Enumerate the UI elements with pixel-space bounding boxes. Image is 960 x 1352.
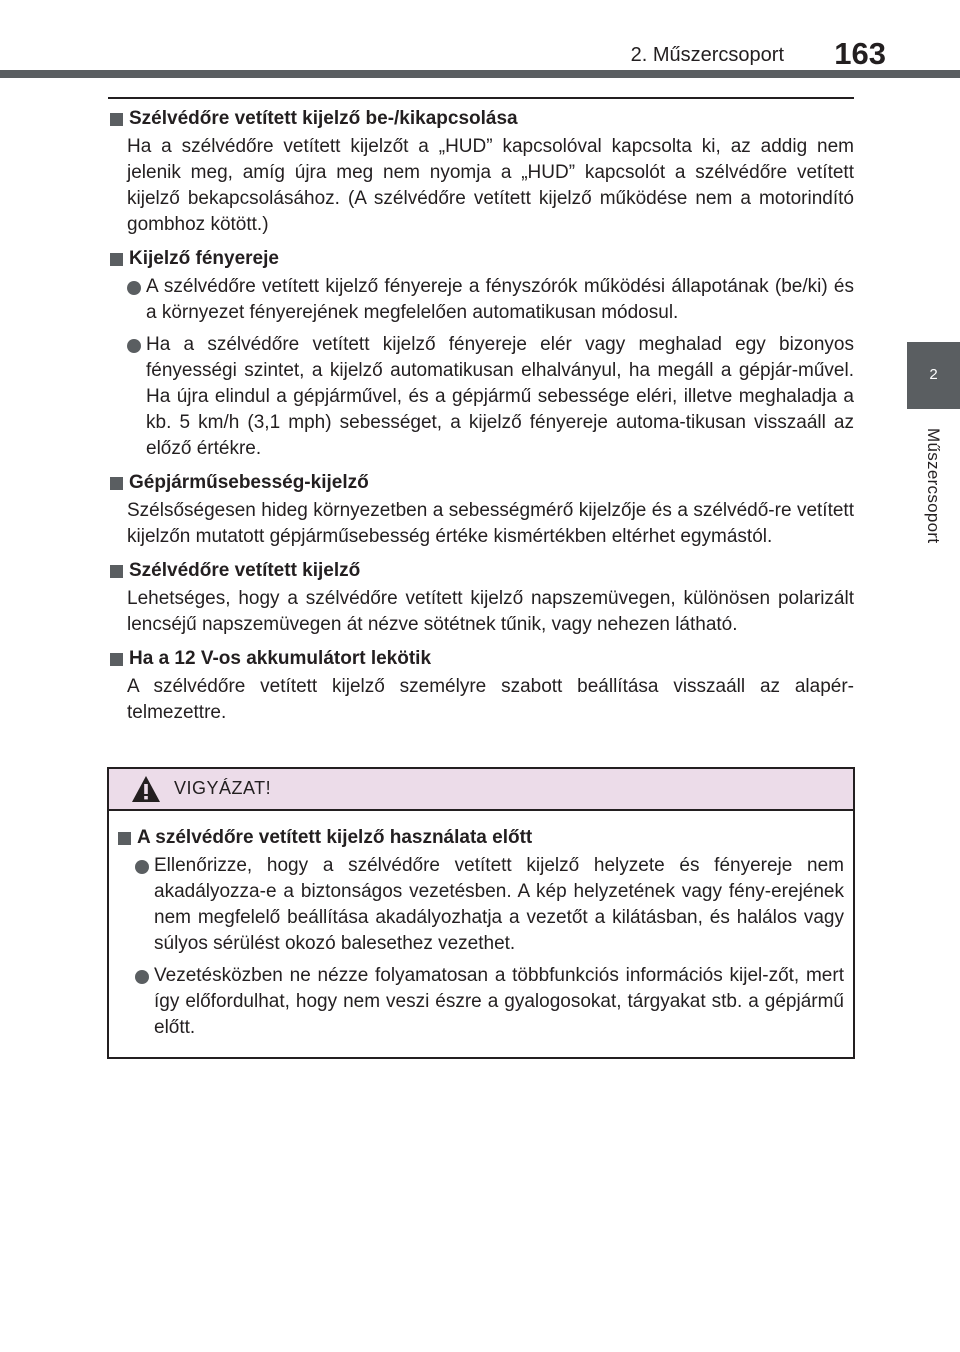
main-content	[108, 106, 854, 734]
side-tab-label-box	[907, 414, 960, 647]
caution-title: VIGYÁZAT!	[174, 778, 272, 798]
square-bullet-icon	[118, 832, 131, 845]
top-rule	[108, 97, 854, 99]
warning-triangle-icon	[131, 775, 161, 803]
square-bullet-icon	[110, 477, 123, 490]
section-text: Lehetséges, hogy a szélvédőre vetített kijelző napszemüvegen, különösen polarizált lencséjű napszemüvegen át nézve sötétnek tűnik, vagy nehezen látható.	[127, 588, 854, 635]
section-text: A szélvédőre vetített kijelző személyre szabott beállítása visszaáll az alapér-telmezettre.	[127, 676, 854, 723]
section-toggle	[108, 106, 854, 238]
square-bullet-icon	[110, 113, 123, 126]
square-bullet-icon	[110, 253, 123, 266]
section-hud-visibility	[108, 558, 854, 638]
caution-header	[109, 769, 853, 811]
section-text: Szélsőségesen hideg környezetben a sebességmérő kijelzője és a szélvédő-re vetített kijelzőn mutatott gépjárműsebesség értéke kismértékben eltérhet egymástól.	[127, 500, 854, 547]
side-tab-label: Műszercsoport	[924, 428, 943, 544]
bullet-item: A szélvédőre vetített kijelző fényereje a fényszórók működési állapotának (be/ki) és a környezet fényerejének megfelelően automatikusan módosul.	[108, 274, 854, 326]
square-bullet-icon	[110, 653, 123, 666]
square-bullet-icon	[110, 565, 123, 578]
section-heading: Gépjárműsebesség-kijelző	[108, 470, 854, 496]
chapter-title: 2. Műszercsoport	[630, 44, 784, 66]
caution-bullet-item: Ellenőrizze, hogy a szélvédőre vetített kijelző helyzete és fényereje nem akadályozza-e a biztonságos vezetésben. A kép helyzetének vagy fény-erejének nem megfelelő beállítása akadályozhatja a vezetőt a kilátásban, és halálos vagy súlyos sérülést okozó balesethez vezethet.	[116, 853, 844, 957]
section-brightness	[108, 246, 854, 462]
caution-box	[107, 767, 855, 1059]
page-number: 163	[834, 36, 886, 71]
section-heading: Szélvédőre vetített kijelző be-/kikapcsolása	[108, 106, 854, 132]
bullet-item: Ha a szélvédőre vetített kijelző fényereje elér vagy meghalad egy bizonyos fényességi szintet, a kijelző automatikusan elhalványul, ha megáll a gépjár-művel. Ha újra elindul a gépjárművel, és a gépjármű sebessége eléri, illetve meghaladja a kb. 5 km/h (3,1 mph) sebességet, a kijelző fényereje automa-tikusan visszaáll az előző értékre.	[108, 332, 854, 462]
caution-bullet-item: Vezetésközben ne nézze folyamatosan a többfunkciós információs kijel-zőt, mert így előfordulhat, hogy nem veszi észre a gyalogosokat, tárgyakat stb. a gépjármű előtt.	[116, 963, 844, 1041]
side-tab-number-box	[907, 342, 960, 409]
caution-body	[109, 811, 853, 1041]
caution-heading: A szélvédőre vetített kijelző használata előtt	[116, 825, 844, 851]
section-speed-display	[108, 470, 854, 550]
section-text: Ha a szélvédőre vetített kijelzőt a „HUD” kapcsolóval kapcsolta ki, az addig nem jelenik meg, amíg újra meg nem nyomja a „HUD” kapcsolót a szélvédőre vetített kijelző bekapcsolásához. (A szélvédőre vetített kijelző működése nem a motorindító gombhoz kötött.)	[127, 136, 854, 235]
section-heading: Ha a 12 V-os akkumulátort lekötik	[108, 646, 854, 672]
section-heading: Szélvédőre vetített kijelző	[108, 558, 854, 584]
round-bullet-icon	[135, 970, 149, 984]
side-tab-number: 2	[929, 366, 938, 383]
round-bullet-icon	[127, 339, 141, 353]
section-battery	[108, 646, 854, 726]
round-bullet-icon	[135, 860, 149, 874]
section-heading: Kijelző fényereje	[108, 246, 854, 272]
round-bullet-icon	[127, 281, 141, 295]
